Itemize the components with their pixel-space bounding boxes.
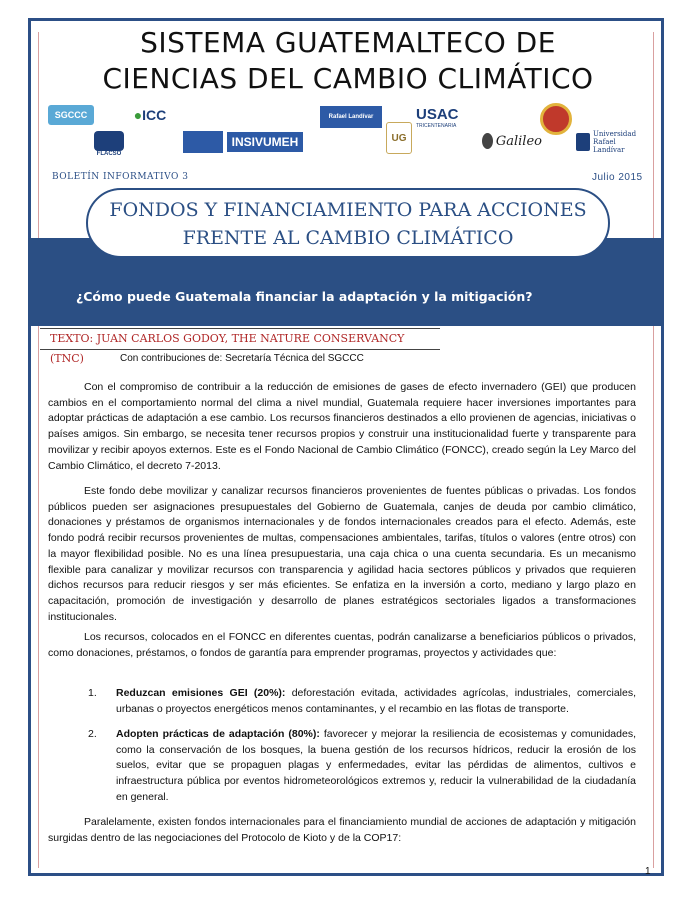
paragraph-3: Los recursos, colocados en el FONCC en diferentes cuentas, podrán canalizarse a beneficiarios públicos o privados, como donaciones, préstamos, o fondos de garantía para emprender programas, proyectos y actividades que: bbox=[48, 631, 636, 659]
page-number: 1 bbox=[645, 866, 651, 877]
list-item bbox=[48, 727, 636, 806]
list-item-text: deforestación evitada, actividades agrícolas, industriales, comerciales, urbanas o proyectos energéticos menos contaminantes, y el recambio en las flotas de transporte. bbox=[116, 687, 636, 715]
list-item-heading: Adopten prácticas de adaptación (80%): bbox=[116, 728, 320, 740]
usac-logo: USAC TRICENTENARIA bbox=[416, 105, 459, 129]
list-item-number: 1. bbox=[88, 687, 97, 699]
galileo-logo: Galileo bbox=[482, 128, 542, 154]
header-title-line1: SISTEMA GUATEMALTECO DE bbox=[140, 26, 556, 59]
bulletin-date: Julio 2015 bbox=[592, 172, 643, 183]
bulletin-title bbox=[86, 188, 610, 258]
rafael-landivar-banner-logo: Rafael Landívar bbox=[320, 106, 382, 128]
list-item-heading: Reduzcan emisiones GEI (20%): bbox=[116, 687, 286, 699]
flacso-map-icon bbox=[94, 131, 124, 151]
paragraph-4: Paralelamente, existen fondos internacionales para el financiamiento mundial de acciones de adaptación y mitigación surgidas dentro de las negociaciones del Protocolo de Kioto y de la COP17: bbox=[48, 816, 636, 844]
seal-logo bbox=[540, 103, 572, 135]
paragraph-2: Este fondo debe movilizar y canalizar recursos financieros provenientes de fuentes públicas o privadas. Los fondos públicos pueden ser asignaciones presupuestales del Gobierno de Guatemala, canjes de deuda por cambio climático, donaciones y préstamos de organismos internacionales y de fondos internacionales creados para el efecto. Además, este fondo podrá recibir recursos provenientes de multas, compensaciones ambientales, tarifas, títulos o valores (entre otros) con la mayor flexibilidad posible. No es una línea presupuestaria, una caja chica o una cuenta secundaria. Es un mecanismo flexible para canalizar y movilizar recursos con transparencia y agilidad hacia sectores públicos y privados que requieren dichos recursos para reducir riesgos y ser más eficientes. Se enfatiza en la inversión a corto, mediano y largo plazo en capacitación, promoción de investigación y desarrollo de planes estratégicos sectoriales ligados a transformaciones institucionales. bbox=[48, 485, 636, 623]
list-item bbox=[48, 686, 636, 717]
contributions-line: Con contribuciones de: Secretaría Técnica del SGCCC bbox=[120, 353, 364, 364]
galileo-emblem-icon bbox=[482, 133, 493, 149]
icc-logo: ● ICC bbox=[133, 107, 167, 123]
landivar-crest-icon bbox=[576, 133, 590, 151]
bulletin-title-line2: FRENTE AL CAMBIO CLIMÁTICO bbox=[182, 227, 514, 249]
bulletin-title-line1: FONDOS Y FINANCIAMIENTO PARA ACCIONES bbox=[109, 199, 587, 221]
bulletin-question: ¿Cómo puede Guatemala financiar la adaptación y la mitigación? bbox=[76, 289, 533, 304]
govt-badge-icon bbox=[183, 131, 223, 153]
paragraph-1: Con el compromiso de contribuir a la reducción de emisiones de gases de efecto invernadero (GEI) que producen cambios en el comportamiento normal del clima a nivel mundial, Guatemala requiere hacer inversiones importantes para adoptar prácticas de adaptación a ese cambio. Los recursos financieros destinados a ello provienen de agencias, iniciativas o países amigos. Sin embargo, se necesita tener recursos propios y construir una institucionalidad fuerte y transparente para movilizar y recibir apoyos externos. Este es el Fondo Nacional de Cambio Climático (FONCC), creado según la Ley Marco del Cambio Climático, el decreto 7-2013. bbox=[48, 381, 636, 472]
sgccc-logo: SGCCC bbox=[48, 105, 94, 125]
insivumeh-logo: INSIVUMEH bbox=[168, 129, 318, 155]
header-title-line2: CIENCIAS DEL CAMBIO CLIMÁTICO bbox=[102, 62, 594, 95]
uvg-logo: UG bbox=[386, 122, 412, 154]
bulletin-label: BOLETÍN INFORMATIVO 3 bbox=[52, 172, 189, 182]
author-line: TEXTO: JUAN CARLOS GODOY, THE NATURE CONSERVANCY (TNC) bbox=[40, 328, 440, 350]
landivar-logo: Universidad Rafael Landívar bbox=[576, 128, 644, 156]
list-item-number: 2. bbox=[88, 728, 97, 740]
flacso-logo: FLACSO bbox=[92, 128, 126, 160]
list-item-text: favorecer y mejorar la resiliencia de ecosistemas y comunidades, como la conservación de los bosques, la buena gestión de los recursos hídricos, reducir la erosión de los suelos, evitar que se propaguen plagas y enfermedades, evitar las pérdidas de alimentos, cultivos e infraestructura pública por eventos hidrometeorológicos extremos y, reducir la vulnerabilidad de la ciudadanía en general. bbox=[116, 728, 636, 803]
